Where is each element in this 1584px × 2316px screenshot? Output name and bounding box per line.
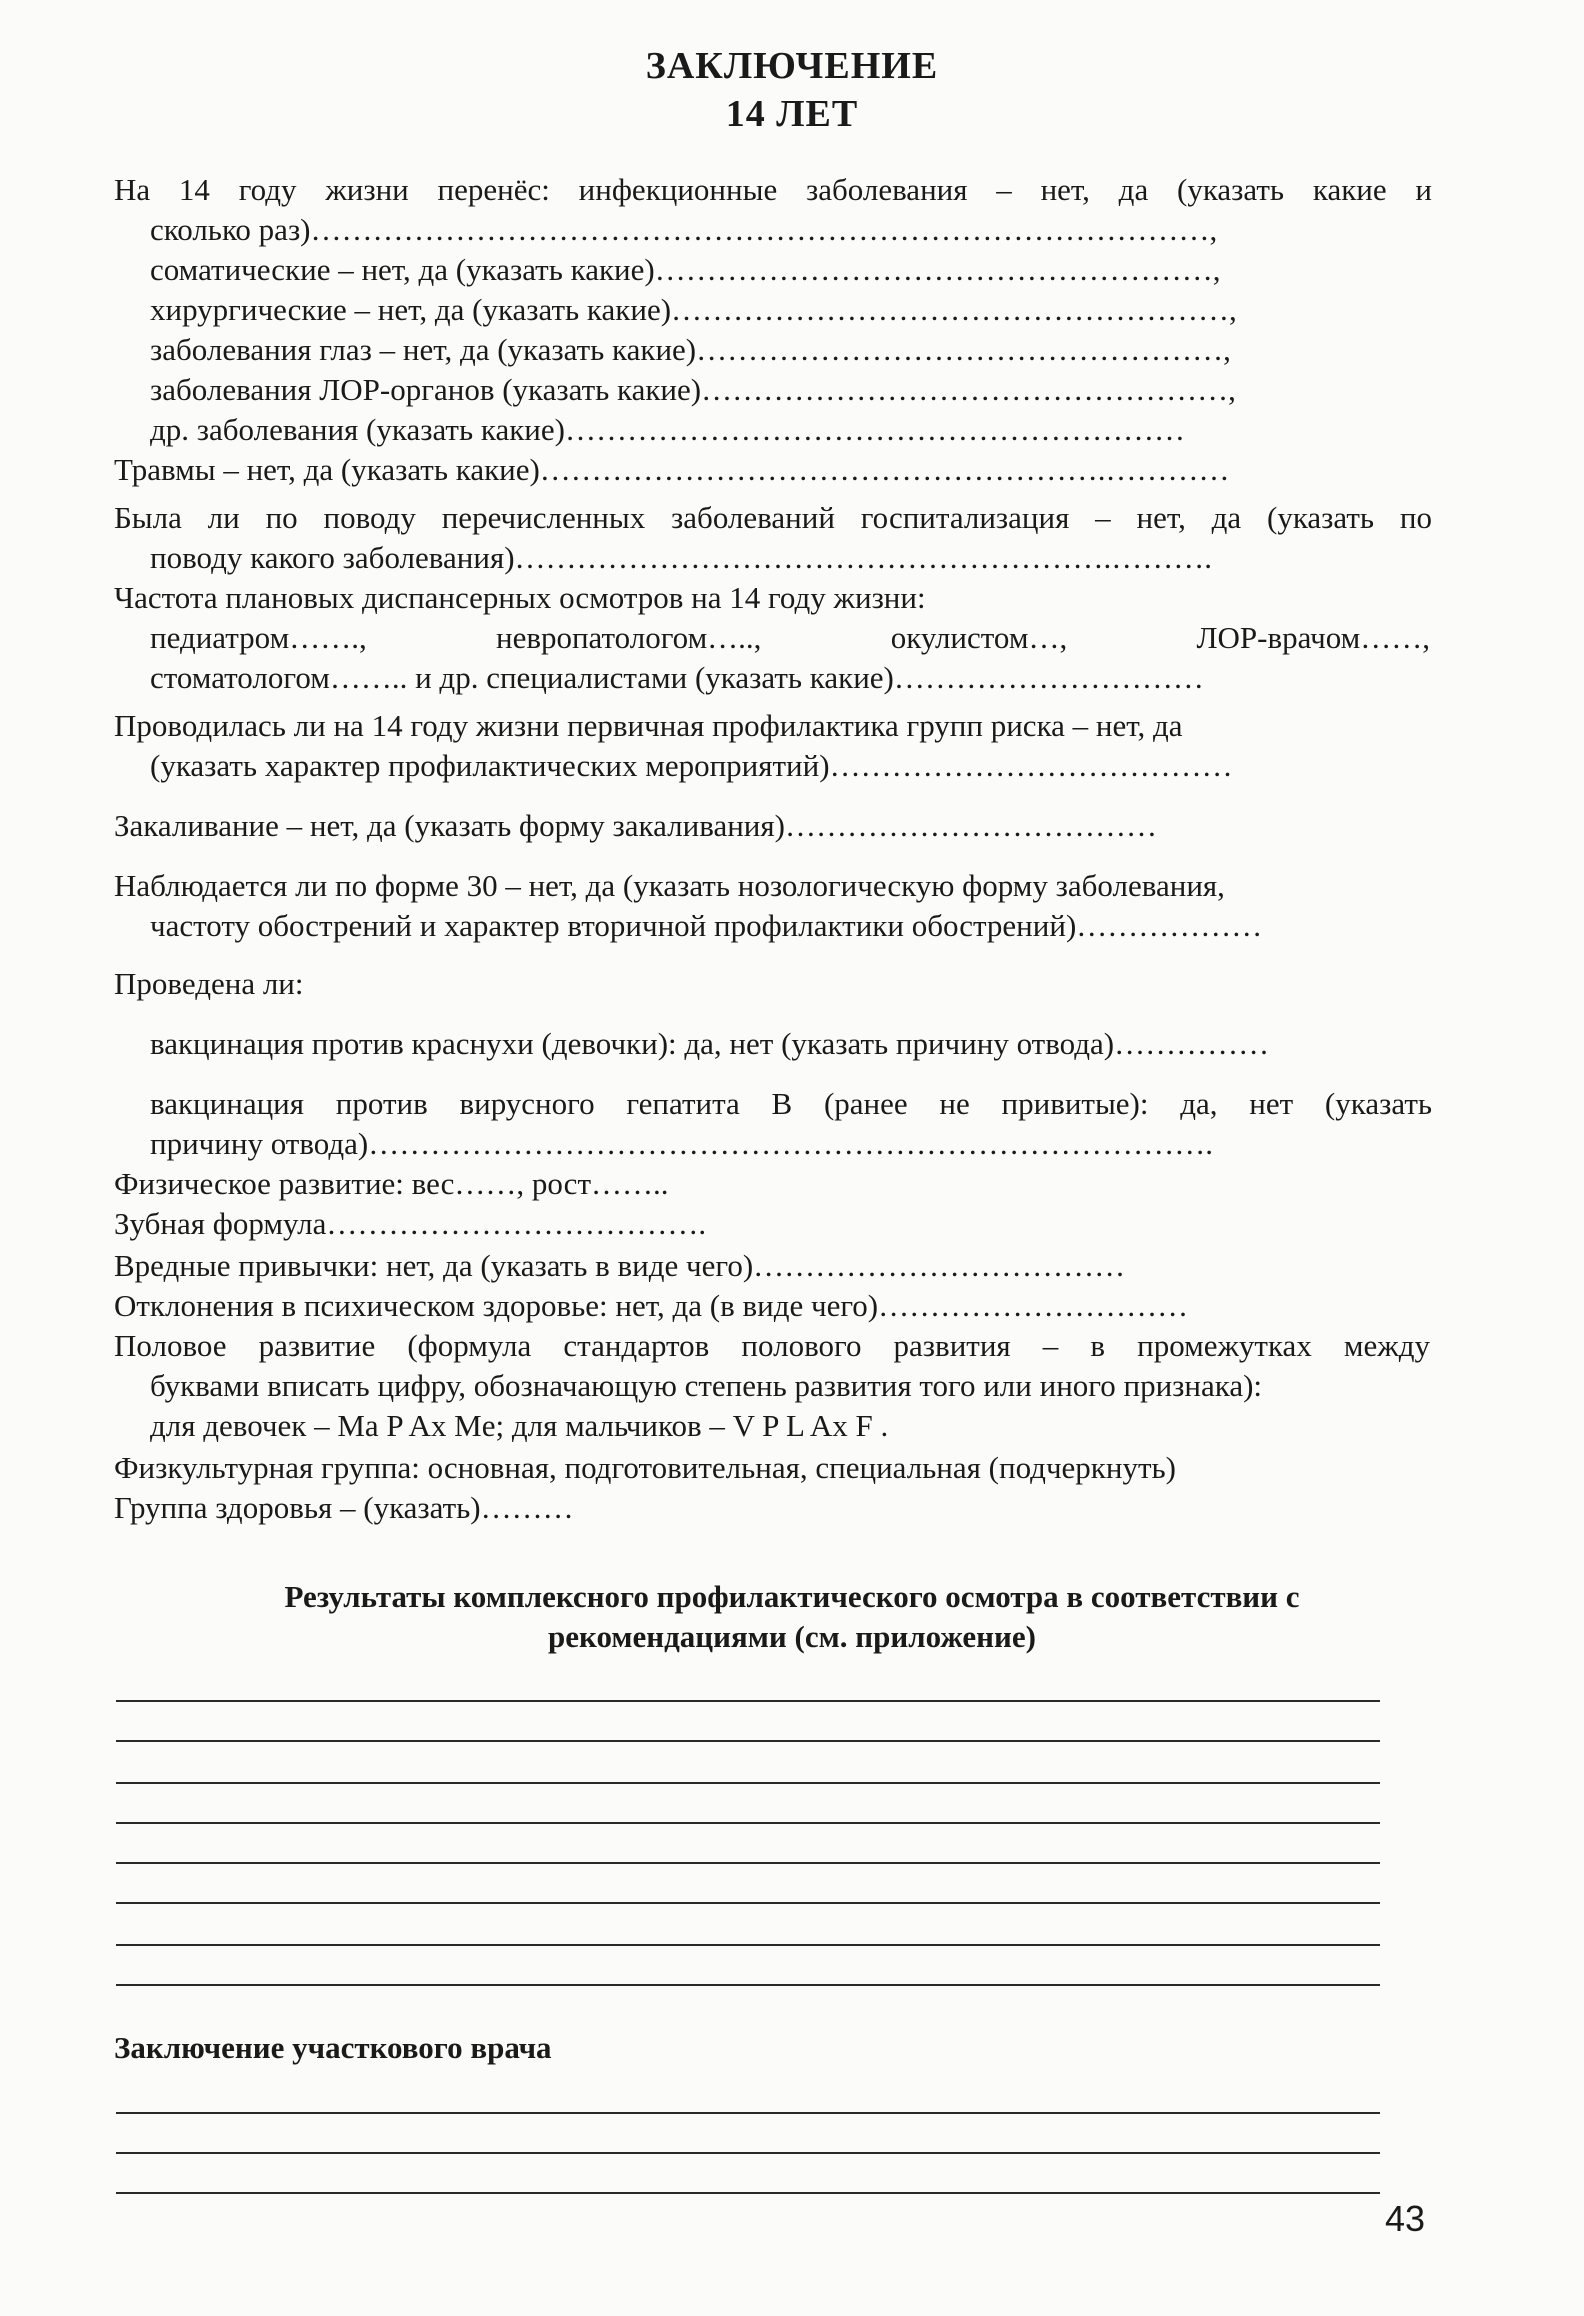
form-item: невропатологом…..,	[495, 620, 762, 655]
form-line: Была ли по поводу перечисленных заболеваний госпитализация – нет, да (указать по	[114, 500, 1432, 535]
form-line: Зубная формула……………………………….	[114, 1206, 707, 1241]
form-line: Проведена ли:	[114, 966, 304, 1001]
form-line: вакцинация против вирусного гепатита В (ранее не привитые): да, нет (указать	[150, 1086, 1432, 1121]
form-line: Группа здоровья – (указать)………	[114, 1490, 574, 1525]
form-item: окулистом…,	[890, 620, 1068, 655]
writing-line[interactable]	[116, 1944, 1380, 1946]
form-line: заболевания глаз – нет, да (указать какие)……………………………………………,	[150, 332, 1231, 367]
page-number: 43	[1385, 2198, 1426, 2239]
form-line: Половое развитие (формула стандартов полового развития – в промежутках между	[114, 1328, 1430, 1363]
form-line: вакцинация против краснухи (девочки): да, нет (указать причину отвода)……………	[150, 1026, 1270, 1061]
form-line: для девочек – Ma P Ax Me; для мальчиков – V P L Ax F .	[150, 1408, 889, 1443]
writing-line[interactable]	[116, 2192, 1380, 2194]
form-line: частоту обострений и характер вторичной профилактики обострений)………………	[150, 908, 1263, 943]
form-line: Физкультурная группа: основная, подготовительная, специальная (подчеркнуть)	[114, 1450, 1176, 1485]
writing-line[interactable]	[116, 2152, 1380, 2154]
form-line: На 14 году жизни перенёс: инфекционные заболевания – нет, да (указать какие и	[114, 172, 1432, 207]
writing-line[interactable]	[116, 1700, 1380, 1702]
form-line: Проводилась ли на 14 году жизни первичная профилактика групп риска – нет, да	[114, 708, 1183, 743]
writing-line[interactable]	[116, 1740, 1380, 1742]
form-line: др. заболевания (указать какие)……………………………………………………	[150, 412, 1185, 447]
writing-line[interactable]	[116, 1984, 1380, 1986]
results-heading: рекомендациями (см. приложение)	[548, 1619, 1036, 1654]
form-item: педиатром…….,	[150, 620, 367, 655]
form-line: заболевания ЛОР-органов (указать какие)……………………………………………,	[150, 372, 1236, 407]
form-line: Вредные привычки: нет, да (указать в виде чего)………………………………	[114, 1248, 1126, 1283]
form-line: хирургические – нет, да (указать какие)………………………………………………,	[150, 292, 1237, 327]
form-line: (указать характер профилактических мероприятий)…………………………………	[150, 748, 1233, 783]
exam-frequency-row	[150, 620, 1430, 656]
writing-line[interactable]	[116, 1902, 1380, 1904]
writing-line[interactable]	[116, 2112, 1380, 2114]
form-line: Частота плановых диспансерных осмотров на 14 году жизни:	[114, 580, 926, 615]
page-subtitle: 14 ЛЕТ	[725, 93, 859, 135]
form-line: Травмы – нет, да (указать какие)……………………………………………….…………	[114, 452, 1230, 487]
form-line: соматические – нет, да (указать какие)………………………………………………,	[150, 252, 1221, 287]
form-line: поводу какого заболевания)………………………………………………….……….	[150, 540, 1213, 575]
form-item: ЛОР-врачом……,	[1196, 620, 1430, 655]
form-line: причину отвода)……………………………………………………………………….	[150, 1126, 1213, 1161]
form-line: Физическое развитие: вес……, рост……..	[114, 1166, 669, 1201]
form-line: Наблюдается ли по форме 30 – нет, да (указать нозологическую форму заболевания,	[114, 868, 1225, 903]
form-line: сколько раз)……………………………………………………………………………,	[150, 212, 1218, 247]
results-heading: Результаты комплексного профилактического осмотра в соответствии с	[284, 1579, 1300, 1614]
form-line: Отклонения в психическом здоровье: нет, да (в виде чего)…………………………	[114, 1288, 1189, 1323]
writing-line[interactable]	[116, 1822, 1380, 1824]
form-line: буквами вписать цифру, обозначающую степень развития того или иного признака):	[150, 1368, 1263, 1403]
writing-line[interactable]	[116, 1862, 1380, 1864]
page-title: ЗАКЛЮЧЕНИЕ	[645, 45, 939, 87]
form-line: стоматологом…….. и др. специалистами (указать какие)…………………………	[150, 660, 1204, 695]
form-line: Закаливание – нет, да (указать форму закаливания)………………………………	[114, 808, 1157, 843]
writing-line[interactable]	[116, 1782, 1380, 1784]
doctor-conclusion-heading: Заключение участкового врача	[114, 2030, 552, 2065]
